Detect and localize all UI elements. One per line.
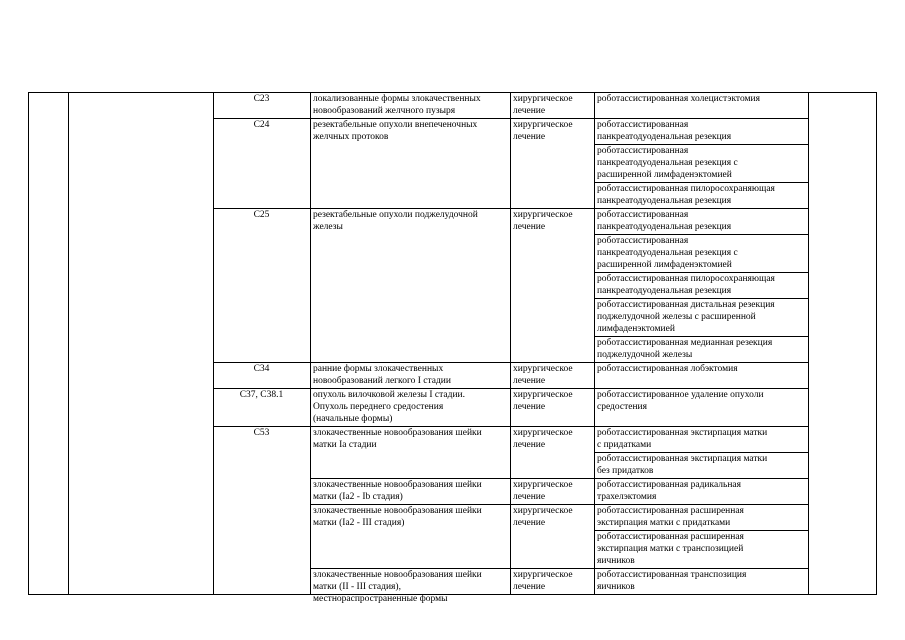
treatment-cell: хирургическое лечение [513, 570, 573, 592]
icd-code-cell: C25 [253, 210, 270, 220]
treatment-cell: хирургическое лечение [513, 210, 573, 232]
method-cell: роботассистированная дистальная резекция поджелудочной железы с расширенной лимфаденэктомией [597, 300, 775, 334]
method-cell: роботассистированная пилоросохраняющая панкреатодуоденальная резекция [597, 184, 775, 206]
diagnosis-cell: ранние формы злокачественных новообразований легкого I стадии [313, 364, 451, 386]
column-line-1 [68, 92, 69, 595]
diagnosis-cell: злокачественные новообразования шейки матки (II - III стадия), местнораспространенные формы [313, 570, 482, 604]
treatment-cell: хирургическое лечение [513, 390, 573, 412]
method-cell: роботассистированная медианная резекция поджелудочной железы [597, 338, 773, 360]
diagnosis-cell: резектабельные опухоли внепеченочных желчных протоков [313, 120, 478, 142]
method-cell: роботассистированная панкреатодуоденальная резекция [597, 120, 732, 142]
method-cell: роботассистированная экстирпация матки без придатков [597, 454, 768, 476]
icd-code-cell: C24 [253, 120, 270, 130]
method-cell: роботассистированная холецистэктомия [597, 94, 760, 104]
method-cell: роботассистированное удаление опухоли средостения [597, 390, 764, 412]
treatment-cell: хирургическое лечение [513, 120, 573, 142]
column-line-6 [808, 92, 809, 595]
icd-code-cell: C23 [253, 94, 270, 104]
column-line-5 [594, 92, 595, 595]
diagnosis-cell: злокачественные новообразования шейки матки Ia стадии [313, 428, 482, 450]
treatment-cell: хирургическое лечение [513, 506, 573, 528]
method-cell: роботассистированная панкреатодуоденальная резекция [597, 210, 732, 232]
method-cell: роботассистированная панкреатодуоденальная резекция с расширенной лимфаденэктомией [597, 146, 738, 180]
treatment-cell: хирургическое лечение [513, 480, 573, 502]
diagnosis-cell: резектабельные опухоли поджелудочной железы [313, 210, 478, 232]
method-cell: роботассистированная лобэктомия [597, 364, 738, 374]
method-cell: роботассистированная радикальная трахелэктомия [597, 480, 742, 502]
column-line-0 [28, 92, 29, 595]
column-line-2 [213, 92, 214, 595]
procedures-table [28, 92, 876, 604]
diagnosis-cell: локализованные формы злокачественных новообразований желчного пузыря [313, 94, 481, 116]
diagnosis-cell: опухоль вилочковой железы I стадии. Опухоль переднего средостения (начальные формы) [313, 390, 466, 424]
method-cell: роботассистированная пилоросохраняющая панкреатодуоденальная резекция [597, 274, 775, 296]
diagnosis-cell: злокачественные новообразования шейки матки (Ia2 - III стадия) [313, 506, 482, 528]
column-line-7 [876, 92, 877, 595]
icd-code-cell: C53 [253, 428, 270, 438]
icd-code-cell: C34 [253, 364, 270, 374]
method-cell: роботассистированная расширенная экстирпация матки с придатками [597, 506, 744, 528]
treatment-cell: хирургическое лечение [513, 428, 573, 450]
column-line-4 [510, 92, 511, 595]
method-cell: роботассистированная панкреатодуоденальная резекция с расширенной лимфаденэктомией [597, 236, 738, 270]
treatment-cell: хирургическое лечение [513, 364, 573, 386]
treatment-cell: хирургическое лечение [513, 94, 573, 116]
icd-code-cell: C37, C38.1 [239, 390, 284, 400]
column-line-3 [310, 92, 311, 595]
method-cell: роботассистированная транспозиция яичников [597, 570, 747, 592]
method-cell: роботассистированная расширенная экстирпация матки с транспозицией яичников [597, 532, 744, 566]
method-cell: роботассистированная экстирпация матки с придатками [597, 428, 768, 450]
diagnosis-cell: злокачественные новообразования шейки матки (Ia2 - Ib стадия) [313, 480, 482, 502]
